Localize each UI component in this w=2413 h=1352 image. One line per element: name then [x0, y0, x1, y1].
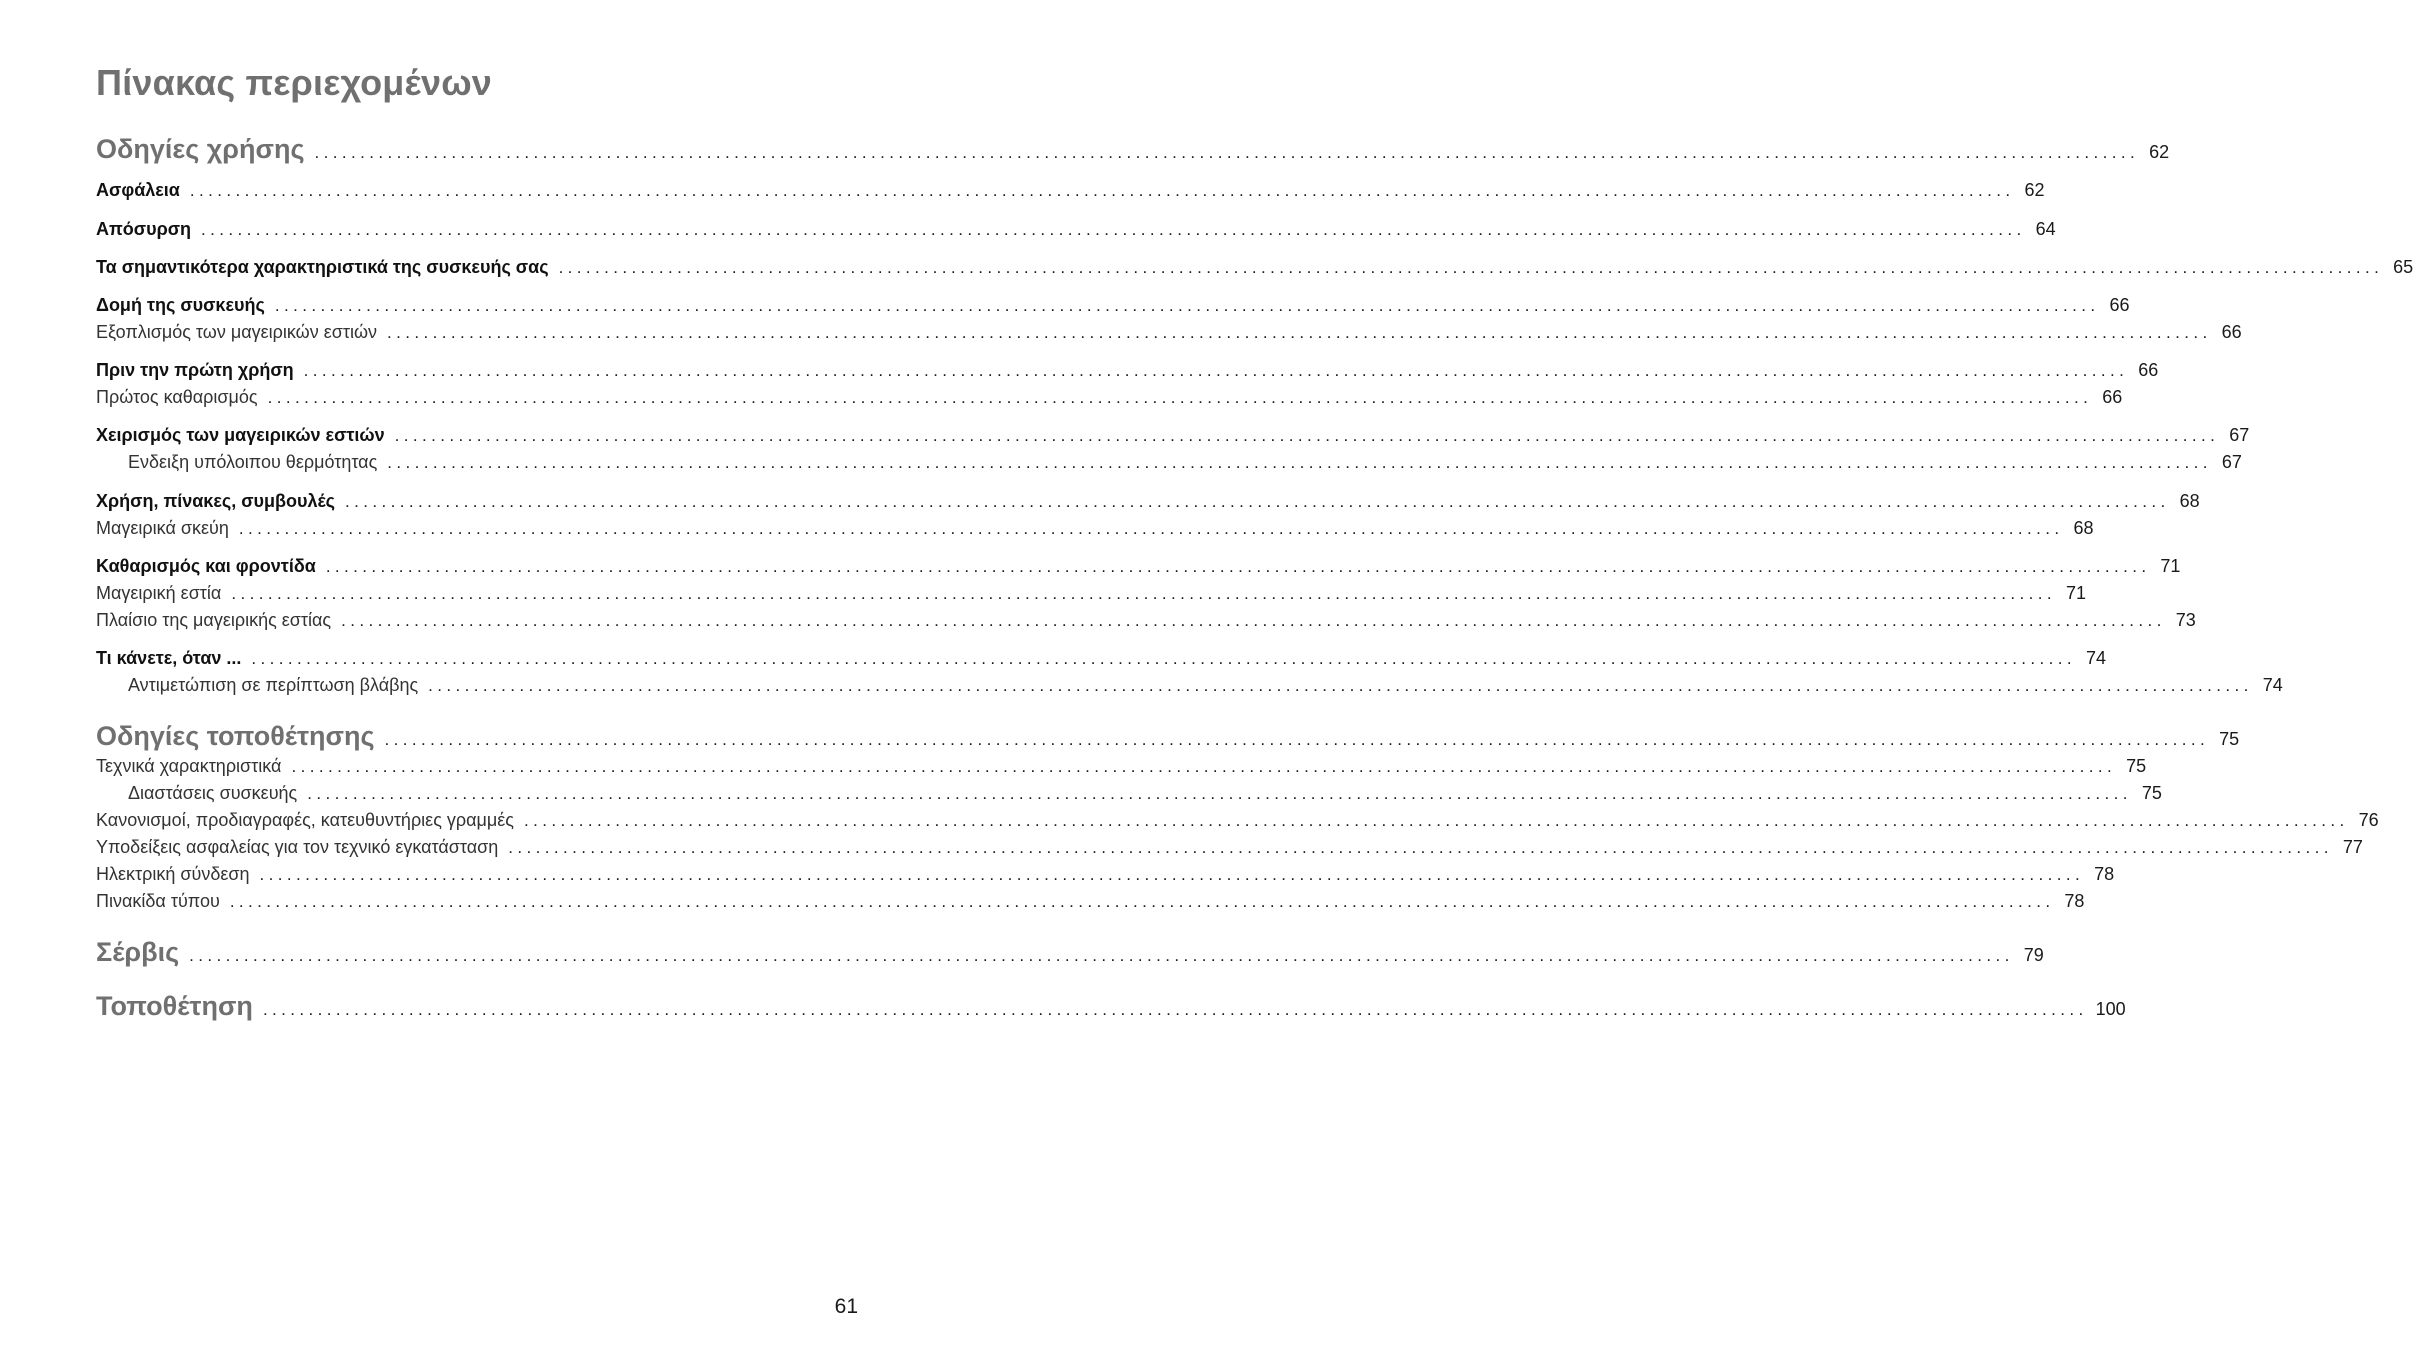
dot-leader: ........................................................................................................................................................................................................ [558, 258, 2384, 277]
toc-entry [96, 648, 2107, 669]
toc-entry-label: Ηλεκτρική σύνδεση [96, 864, 250, 884]
toc-entry-page: 74 [2086, 648, 2107, 668]
dot-leader: ........................................................................................................................................................................................................ [274, 296, 2100, 315]
dot-leader: ........................................................................................................................................................................................................ [508, 838, 2333, 857]
dot-leader: ........................................................................................................................................................................................................ [189, 181, 2015, 200]
toc-entry [96, 219, 2056, 240]
toc-entry-page: 66 [2109, 295, 2130, 315]
toc-entry-page: 62 [2024, 180, 2045, 200]
toc-entry [96, 610, 2196, 631]
toc-entry-page: 67 [2221, 452, 2242, 472]
toc-entry-page: 75 [2141, 783, 2162, 803]
toc-entry-page: 68 [2073, 518, 2094, 538]
toc-entry-label: Πρώτος καθαρισμός [96, 387, 258, 407]
toc-entry-page: 74 [2262, 675, 2283, 695]
dot-leader: ........................................................................................................................................................................................................ [394, 426, 2220, 445]
toc-entry [96, 756, 2147, 777]
toc-entry-label: Τοποθέτηση [96, 991, 253, 1021]
toc-entry [96, 491, 2200, 512]
toc-entry-label: Ενδειξη υπόλοιπου θερμότητας [128, 452, 378, 472]
toc-entry-label: Οδηγίες τοποθέτησης [96, 721, 375, 751]
toc-entry-page: 71 [2065, 583, 2086, 603]
dot-leader: ........................................................................................................................................................................................................ [341, 611, 2166, 630]
toc-entry [96, 425, 2250, 446]
toc-entry-label: Διαστάσεις συσκευής [128, 783, 298, 803]
dot-leader: ........................................................................................................................................................................................................ [251, 649, 2077, 668]
toc-entry-page: 78 [2094, 864, 2115, 884]
toc-entry [96, 134, 2170, 165]
dot-leader: ........................................................................................................................................................................................................ [201, 220, 2026, 239]
toc-entry-label: Αντιμετώπιση σε περίπτωση βλάβης [128, 675, 419, 695]
toc-entry [96, 295, 2130, 316]
toc-entry-label: Ασφάλεια [96, 180, 180, 200]
toc-entry-page: 77 [2342, 837, 2363, 857]
dot-leader: ........................................................................................................................................................................................................ [428, 676, 2253, 695]
toc-entry-label: Καθαρισμός και φροντίδα [96, 556, 316, 576]
toc-entry-label: Κανονισμοί, προδιαγραφές, κατευθυντήριες γραμμές [96, 810, 514, 830]
toc-entry-label: Υποδείξεις ασφαλείας για τον τεχνικό εγκατάσταση [96, 837, 499, 857]
toc-entry-label: Τα σημαντικότερα χαρακτηριστικά της συσκευής σας [96, 257, 549, 277]
toc-entry [96, 518, 2094, 539]
toc-entry-page: 76 [2358, 810, 2379, 830]
page-title: Πίνακας περιεχομένων [96, 62, 493, 103]
toc-entry [96, 675, 2283, 696]
toc-entry-page: 64 [2035, 219, 2056, 239]
dot-leader: ........................................................................................................................................................................................................ [259, 865, 2085, 884]
toc-entry-page: 75 [2126, 756, 2147, 776]
toc-entry-label: Πλαίσιο της μαγειρικής εστίας [96, 610, 332, 630]
toc-entry-page: 66 [2102, 387, 2123, 407]
toc-entry-page: 67 [2229, 425, 2250, 445]
toc-entry-label: Απόσυρση [96, 219, 192, 239]
toc-entry [96, 180, 2045, 201]
toc-entry-label: Πινακίδα τύπου [96, 891, 220, 911]
toc-entry-label: Εξοπλισμός των μαγειρικών εστιών [96, 322, 378, 342]
dot-leader: ........................................................................................................................................................................................................ [314, 143, 2140, 162]
toc-entry [96, 360, 2159, 381]
dot-leader: ........................................................................................................................................................................................................ [523, 811, 2349, 830]
toc-entry [96, 322, 2242, 343]
toc-entry [96, 991, 2126, 1022]
toc-entry-page: 75 [2219, 729, 2240, 749]
dot-leader: ........................................................................................................................................................................................................ [345, 492, 2170, 511]
toc-entry-label: Μαγειρική εστία [96, 583, 222, 603]
toc-entry [96, 783, 2162, 804]
toc-entry [96, 837, 2363, 858]
dot-leader: ........................................................................................................................................................................................................ [387, 323, 2212, 342]
dot-leader: ........................................................................................................................................................................................................ [384, 730, 2210, 749]
dot-leader: ........................................................................................................................................................................................................ [238, 519, 2064, 538]
toc-entry [96, 452, 2242, 473]
toc-entry-label: Χειρισμός των μαγειρικών εστιών [96, 425, 385, 445]
dot-leader: ........................................................................................................................................................................................................ [303, 361, 2129, 380]
toc-entry-page: 65 [2393, 257, 2413, 277]
toc-entry [96, 583, 2086, 604]
toc-entry-page: 73 [2175, 610, 2196, 630]
dot-leader: ........................................................................................................................................................................................................ [229, 892, 2055, 911]
page-number: 61 [834, 1295, 858, 1318]
dot-leader: ........................................................................................................................................................................................................ [325, 557, 2151, 576]
toc-entry-page: 66 [2138, 360, 2159, 380]
toc-entry-label: Πριν την πρώτη χρήση [96, 360, 294, 380]
toc-entry [96, 257, 2413, 278]
toc-entry-label: Τεχνικά χαρακτηριστικά [96, 756, 282, 776]
dot-leader: ........................................................................................................................................................................................................ [262, 1000, 2088, 1019]
toc-entry-label: Τι κάνετε, όταν ... [96, 648, 242, 668]
toc-entry-page: 71 [2160, 556, 2181, 576]
toc-entry [96, 810, 2379, 831]
toc-entry [96, 937, 2044, 968]
toc-entry-label: Σέρβις [96, 937, 180, 967]
dot-leader: ........................................................................................................................................................................................................ [387, 453, 2212, 472]
toc-entry [96, 891, 2085, 912]
toc-entry-label: Οδηγίες χρήσης [96, 134, 305, 164]
toc-entry-label: Χρήση, πίνακες, συμβουλές [96, 491, 336, 511]
toc-entry [96, 864, 2115, 885]
toc-entry-page: 68 [2179, 491, 2200, 511]
dot-leader: ........................................................................................................................................................................................................ [189, 946, 2014, 965]
dot-leader: ........................................................................................................................................................................................................ [231, 584, 2056, 603]
dot-leader: ........................................................................................................................................................................................................ [291, 757, 2117, 776]
toc-entry [96, 556, 2181, 577]
toc-entry-page: 62 [2149, 142, 2170, 162]
dot-leader: ........................................................................................................................................................................................................ [307, 784, 2132, 803]
dot-leader: ........................................................................................................................................................................................................ [267, 388, 2093, 407]
toc-entry-label: Μαγειρικά σκεύη [96, 518, 229, 538]
toc-entry-page: 100 [2095, 999, 2126, 1019]
toc-entry-page: 78 [2064, 891, 2085, 911]
toc-entry [96, 387, 2123, 408]
toc-entry [96, 721, 2240, 752]
toc-entry-page: 79 [2023, 945, 2044, 965]
toc-entry-label: Δομή της συσκευής [96, 295, 265, 315]
toc-entry-page: 66 [2221, 322, 2242, 342]
